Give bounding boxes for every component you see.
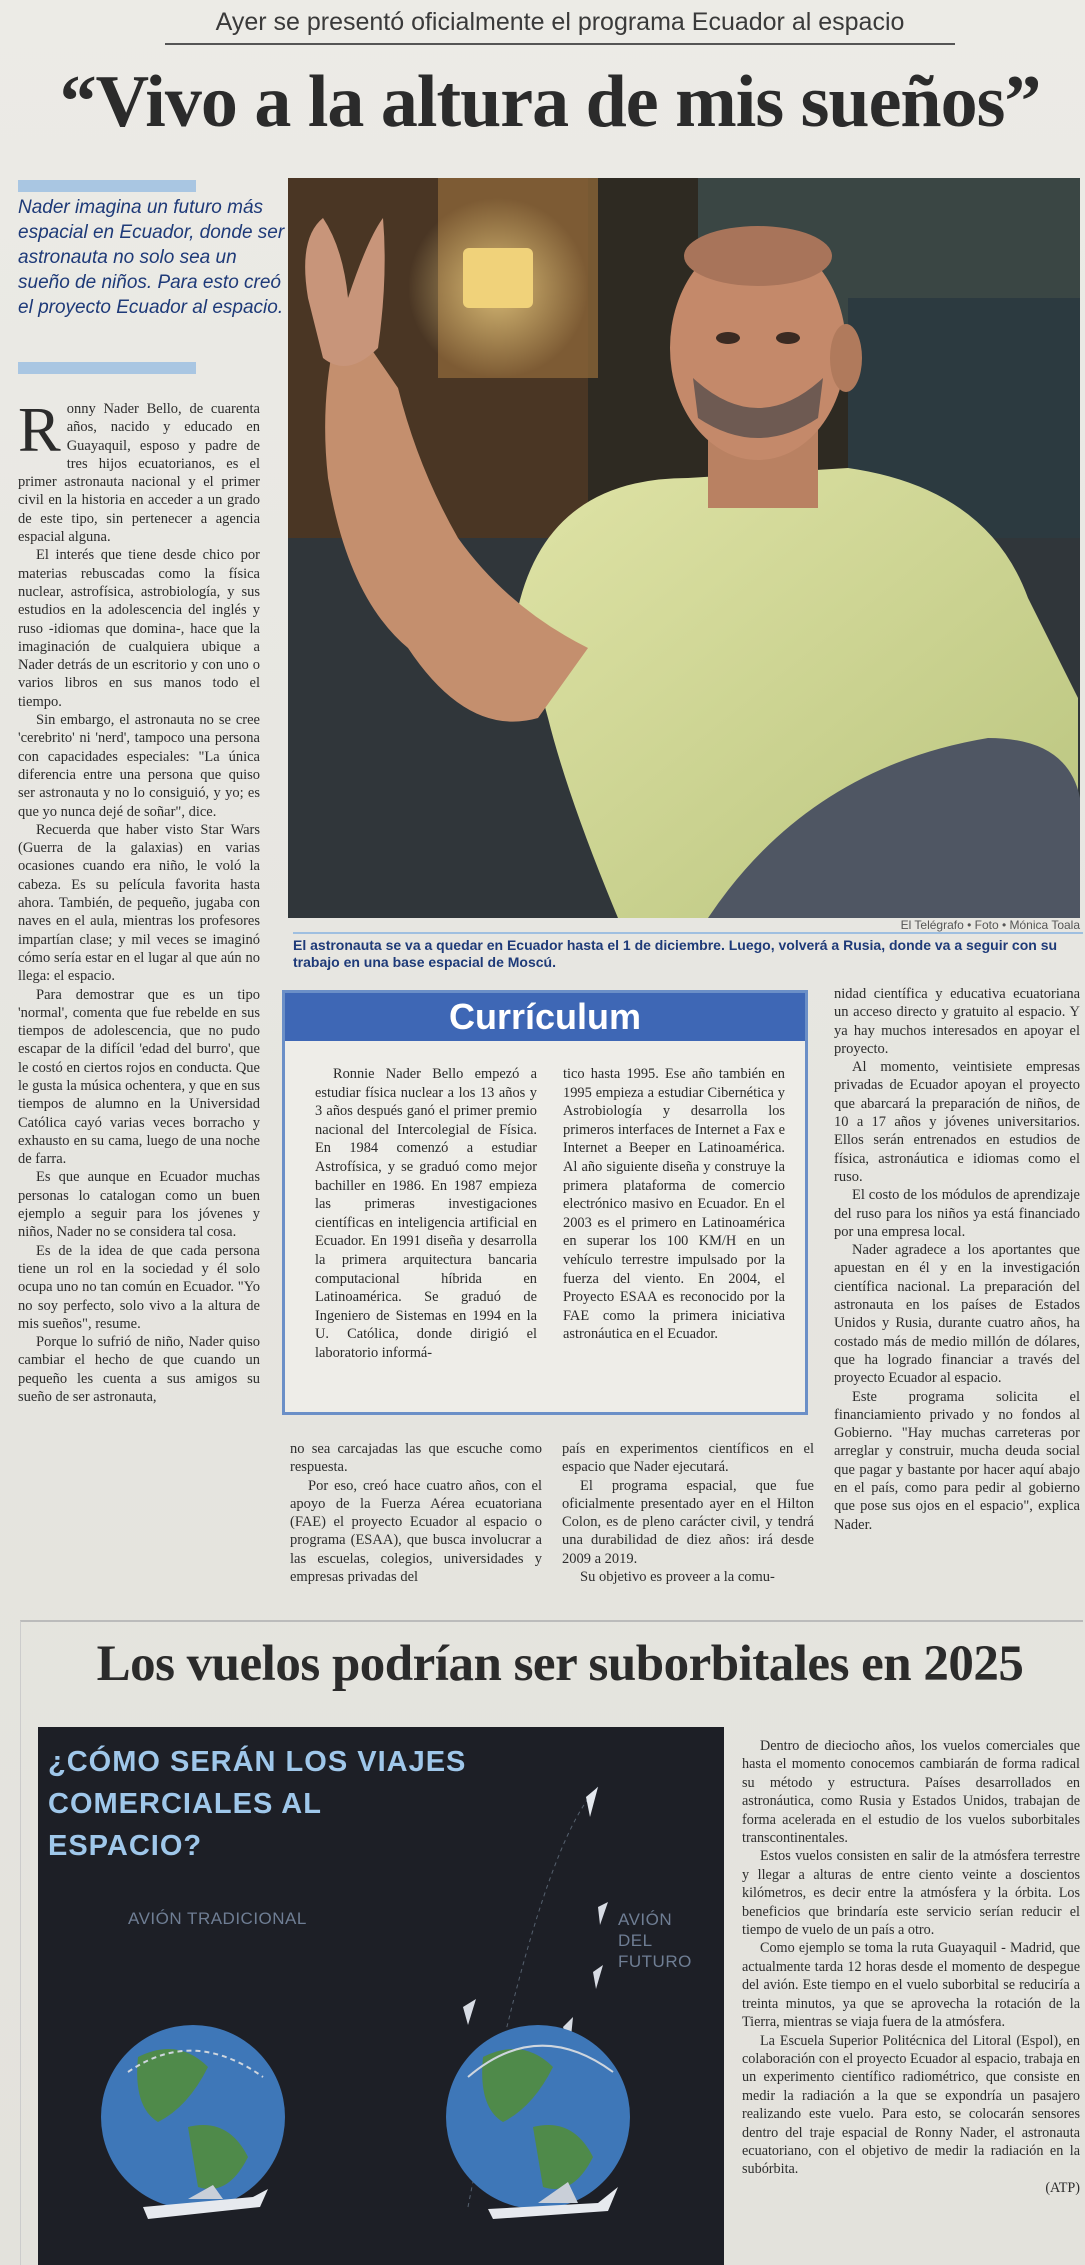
deck: Nader imagina un futuro más espacial en Ecuador, donde ser astronauta no solo sea un sueño de niños. Para esto creó el proyecto Ecuador al espacio. xyxy=(18,197,285,318)
paragraph: Recuerda que haber visto Star Wars (Guerra de la galaxias) en varias ocasiones cuando era niño, le voló la cabeza. Es su película favorita hasta ahora. También, de pequeño, jugaba con naves en el aula, mientras los profesores impartían clase; y mil veces se imaginó cómo sería estar en el lugar al que aún no llega: el espacio. xyxy=(18,821,260,985)
curriculum-box xyxy=(282,990,808,1415)
astronaut-photo xyxy=(288,178,1080,918)
article-middle-column-b xyxy=(562,1440,814,1586)
dropcap: R xyxy=(18,394,61,465)
earth-globe-right xyxy=(446,2025,630,2209)
paragraph: Nader agradece a los aportantes que apuestan en él y en la investigación científica nacional. La preparación del astronauta en los países de Estados Unidos y Rusia, durante cuatro años, ha costado más de medio millón de dólares, que ha logrado financiar a través del proyecto Ecuador al espacio. xyxy=(834,1242,1080,1387)
byline-signature: (ATP) xyxy=(1045,2179,1080,2196)
section-headline: Los vuelos podrían ser suborbitales en 2025 xyxy=(96,1636,1024,1692)
headline: “Vivo a la altura de mis sueños” xyxy=(59,61,1041,143)
curriculum-title: Currículum xyxy=(285,993,805,1041)
paragraph: Es que aunque en Ecuador muchas personas lo catalogan como un buen ejemplo a seguir para los jóvenes y niños, Nader no se considera tal cosa. xyxy=(18,1169,260,1241)
infographic-illustration xyxy=(38,1727,724,2265)
photo-caption: El astronauta se va a quedar en Ecuador hasta el 1 de diciembre. Luego, volverá a Rusia, donde va a seguir con su trabajo en una base espacial de Moscú. xyxy=(293,932,1083,971)
paragraph: Estos vuelos consisten en salir de la atmósfera terrestre y llegar a alturas de entre ciento veinte a doscientos kilómetros, es decir entre la atmósfera y la órbita. Los beneficios que brindaría este servicio serían reducir el tiempo de vuelo de un país a otro. xyxy=(742,1848,1080,1939)
paragraph: Dentro de dieciocho años, los vuelos comerciales que hasta el momento conocemos cambiarán de forma radical su método y estructura. Países desarrollados en astronáutica, como Rusia y Estados Unidos, trabajan de forma acelerada en el estudio de los vuelos suborbitales transcontinentales. xyxy=(742,1738,1080,1847)
photo-credit: El Telégrafo • Foto • Mónica Toala xyxy=(900,918,1080,932)
deck-rule-top xyxy=(18,180,196,192)
paragraph: El programa espacial, que fue oficialmente presentado ayer en el Hilton Colon, es de pleno carácter civil, y tendrá una durabilidad de diez años: irá desde 2009 a 2019. xyxy=(562,1477,814,1567)
paragraph: Su objetivo es proveer a la comu- xyxy=(580,1569,775,1586)
article-right-column xyxy=(834,985,1080,1534)
label-future-plane: AVIÓN DEL FUTURO xyxy=(618,1910,692,1971)
infographic xyxy=(38,1727,724,2265)
earth-globe-left xyxy=(101,2025,285,2209)
paragraph: Es de la idea de que cada persona tiene un rol en la sociedad y él solo ocupa uno no tan común en Ecuador. "Yo no soy perfecto, solo vivo a la altura de mis sueños", resume. xyxy=(18,1242,260,1332)
deck-rule-bottom xyxy=(18,362,196,374)
paragraph: Para demostrar que es un tipo 'normal', comenta que fue rebelde en sus tiempos de adolescencia, que no pudo escapar de la difícil 'edad del burro', que le costó en ciertos rojos en conducta. Que le gusta la música ochentera, y que en sus tiempos de alumno en la Universidad Católica cayó varias veces borracho y exhausto en su cama, luego de una noche de farra. xyxy=(18,986,260,1168)
curriculum-body xyxy=(315,1065,785,1405)
curriculum-col-2 xyxy=(563,1065,785,1344)
paragraph: Por eso, creó hace cuatro años, con el apoyo de la Fuerza Aérea ecuatoriana (FAE) el proyecto Ecuador al espacio o programa (ESAA), que busca involucrar a las escuelas, colegios, universidades y empresas privadas del xyxy=(290,1477,542,1586)
paragraph: La Escuela Superior Politécnica del Litoral (Espol), en colaboración con el proyecto Ecuador al espacio, trabaja en un experimento científico radiométrico, que consiste en medir la radiación a la que se expondría un pasajero realizando este vuelo. Para esto, se colocarán sensores dentro del traje espacial de Ronny Nader, el astronauta ecuatoriano, con el objetivo de medir la radiación en la subórbita. xyxy=(742,2032,1080,2178)
paragraph: Como ejemplo se toma la ruta Guayaquil - Madrid, que actualmente tarda 12 horas desde el momento de despegue del avión. Este tiempo en el vuelo suborbital se reduciría a treinta minutos, ya que se aprovecha la rotación de la Tierra, mientras se viaja fuera de la atmósfera. xyxy=(742,1940,1080,2031)
paragraph: país en experimentos científicos en el espacio que Nader ejecutará. xyxy=(562,1441,814,1476)
label-traditional-plane: AVIÓN TRADICIONAL xyxy=(128,1909,307,1928)
paragraph: Ronnie Nader Bello empezó a estudiar física nuclear a los 13 años y 3 años después ganó el primer premio nacional del Intercolegial de Física. En 1984 comenzó a estudiar Astrofísica, y se graduó como mejor bachiller en 1986. En 1987 empieza las primeras investigaciones científicas en inteligencia artificial en Ecuador. En 1991 diseña y desarrolla la primera arquitectura bancaria computacional híbrida en Latinoamérica. Se graduó de Ingeniero de Sistemas en 1994 en la U. Católica, donde dirigió el laboratorio informá- xyxy=(315,1066,537,1361)
paragraph: Al momento, veintisiete empresas privadas de Ecuador apoyan el proyecto que abarcará la preparación de niños, de 10 a 17 años y jóvenes universitarios. Ellos serán entrenados en estudios de física, astronáutica e idiomas como el ruso. xyxy=(834,1059,1080,1185)
paragraph xyxy=(18,394,260,546)
kicker: Ayer se presentó oficialmente el programa Ecuador al espacio xyxy=(165,8,955,45)
paragraph: El interés que tiene desde chico por materias rebuscadas como la física nuclear, astrofísica, astrobiología, y sus estudios en la adolescencia del inglés y ruso -idiomas que domina-, hace que la imaginación de cualquiera ubique a Nader detrás de un escritorio y con uno o varios libros en sus manos todo el tiempo. xyxy=(18,547,260,710)
article-middle-column-a xyxy=(290,1440,542,1586)
photo-illustration xyxy=(288,178,1080,918)
infographic-title: ¿CÓMO SERÁN LOS VIAJES COMERCIALES AL ESPACIO? xyxy=(48,1746,467,1862)
paragraph: Este programa solicita el financiamiento privado y no fondos al Gobierno. "Hay muchas carreteras por arreglar y construir, mucha deuda social que pagar y bastante por hacer aquí abajo en el país, como para pedir al gobierno que pose sus ojos en el espacio", explica Nader. xyxy=(834,1388,1080,1533)
paragraph: Porque lo sufrió de niño, Nader quiso cambiar el hecho de que cuando un pequeño les cuenta a sus amigos su sueño de ser astronauta, xyxy=(18,1334,260,1406)
paragraph-text: onny Nader Bello, de cuarenta años, nacido y educado en Guayaquil, esposo y padre de tres hijos ecuatorianos, es el primer astronauta nacional y el primer civil en la historia en acceder a un grado de este tipo, sin pertenecer a agencia espacial alguna. xyxy=(18,401,260,546)
paragraph: no sea carcajadas las que escuche como respuesta. xyxy=(290,1441,542,1476)
section2-article xyxy=(742,1737,1080,2197)
paragraph: Sin embargo, el astronauta no se cree 'cerebrito' ni 'nerd', tampoco una persona con capacidades especiales: "La única diferencia entre una persona que quiso ser astronauta y no lo consiguió, y yo; es que yo nunca dejé de soñar", dice. xyxy=(18,712,260,820)
paragraph: nidad científica y educativa ecuatoriana un acceso directo y gratuito al espacio. Y ya hay muchos interesados en apoyar el proyecto. xyxy=(834,986,1080,1057)
article-left-column xyxy=(18,394,260,1406)
curriculum-col-1 xyxy=(315,1065,537,1363)
paragraph: tico hasta 1995. Ese año también en 1995 empieza a estudiar Cibernética y Astrobiología y desarrolla los primeros interfaces de Internet a Fax e Internet a Beeper en Latinoamérica. Al año siguiente diseña y construye la primera plataforma de comercio electrónico masivo en Ecuador. En el 2003 es el primero en Latinoamérica en superar los 100 KM/H en un vehículo terrestre impulsado por la fuerza del viento. En 2004, el Proyecto ESAA es reconocido por la FAE como la primera iniciativa astronáutica en el Ecuador. xyxy=(563,1066,785,1343)
paragraph: El costo de los módulos de aprendizaje del ruso para los niños ya está financiado por una empresa local. xyxy=(834,1187,1080,1240)
